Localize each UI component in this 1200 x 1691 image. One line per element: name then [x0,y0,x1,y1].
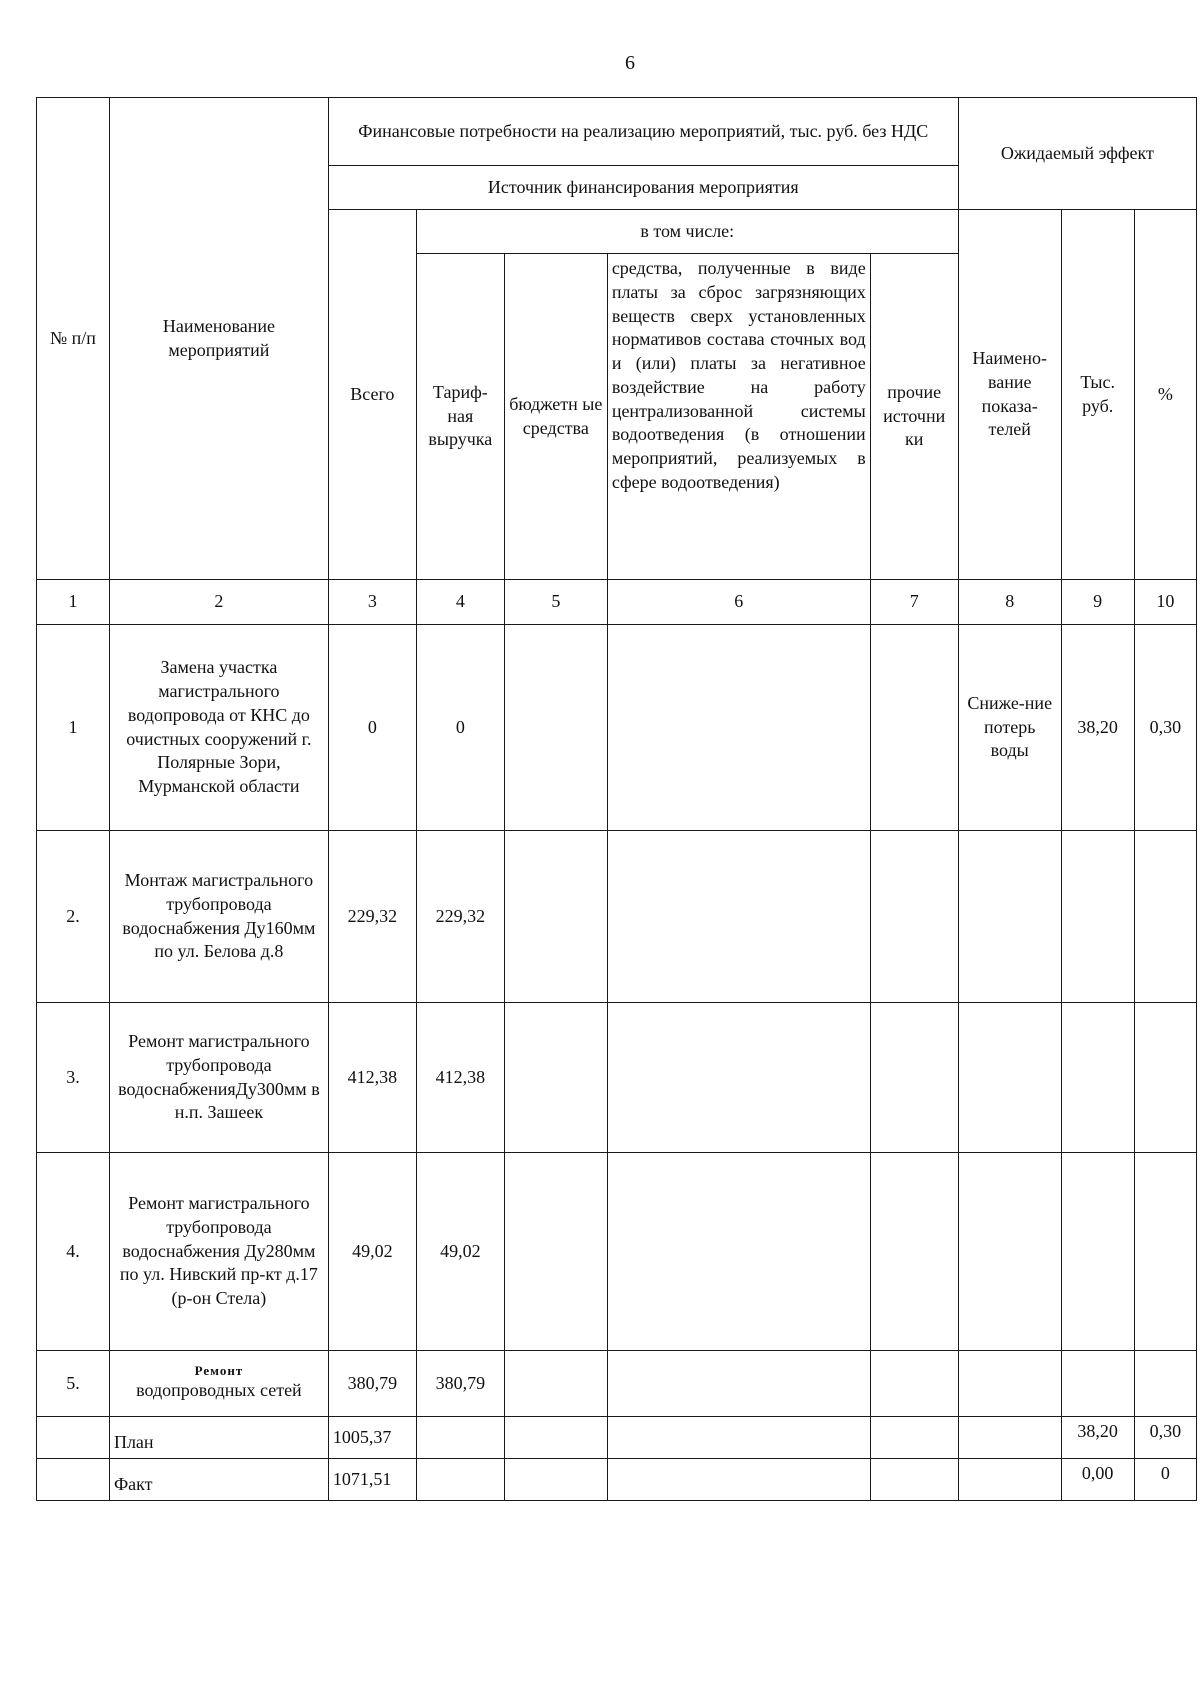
row-num: 5. [37,1351,110,1417]
column-number: 8 [958,580,1061,625]
row-name-top: Ремонт [194,1363,244,1379]
row-tariff: 49,02 [416,1153,504,1351]
row-tariff: 380,79 [416,1351,504,1417]
row-budget [504,831,607,1003]
header-total: Всего [328,210,416,580]
table-row [37,625,1197,831]
financial-needs-table [36,97,1197,1501]
header-including: в том числе: [416,210,958,254]
row-num: 4. [37,1153,110,1351]
column-number: 3 [328,580,416,625]
fact-total: 1071,51 [328,1459,416,1501]
plan-percent: 0,30 [1134,1417,1196,1459]
plan-thousand: 38,20 [1061,1417,1134,1459]
row-num: 2. [37,831,110,1003]
row-tariff: 412,38 [416,1003,504,1153]
column-number: 4 [416,580,504,625]
page-number: 6 [625,52,635,74]
header-num: № п/п [37,98,110,580]
row-other [870,1153,958,1351]
plan-total: 1005,37 [328,1417,416,1459]
row-total: 380,79 [328,1351,416,1417]
row-fees [607,831,870,1003]
plan-row [37,1417,1197,1459]
table-row [37,1153,1197,1351]
row-name-bottom: водопроводных сетей [136,1379,302,1400]
column-number: 10 [1134,580,1196,625]
header-tariff: Тариф-ная выручка [416,254,504,580]
row-indicator [958,1003,1061,1153]
column-number: 9 [1061,580,1134,625]
header-percent: % [1134,210,1196,580]
fact-thousand: 0,00 [1061,1459,1134,1501]
row-name: Монтаж магистрального трубопровода водоснабжения Ду160мм по ул. Белова д.8 [109,831,328,1003]
row-tariff: 229,32 [416,831,504,1003]
row-thousand [1061,1003,1134,1153]
fact-row [37,1459,1197,1501]
row-percent: 0,30 [1134,625,1196,831]
row-percent [1134,831,1196,1003]
row-thousand [1061,1153,1134,1351]
header-fees: средства, полученные в виде платы за сброс загрязняющих веществ сверх установленных нормативов состава сточных вод и (или) платы за негативное воздействие на работу централизованной системы водоотведения (в отношении мероприятий, реализуемых в сфере водоотведения) [607,254,870,580]
row-budget [504,1153,607,1351]
row-total: 412,38 [328,1003,416,1153]
row-budget [504,625,607,831]
row-num: 3. [37,1003,110,1153]
table-row [37,1003,1197,1153]
row-budget [504,1003,607,1153]
row-other [870,625,958,831]
row-indicator [958,1153,1061,1351]
row-total: 229,32 [328,831,416,1003]
row-thousand: 38,20 [1061,625,1134,831]
column-number: 5 [504,580,607,625]
column-number: 2 [109,580,328,625]
header-expected-effect: Ожидаемый эффект [958,98,1196,210]
plan-label: План [109,1417,328,1459]
row-name: Ремонт магистрального трубопровода водоснабженияДу300мм в н.п. Зашеек [109,1003,328,1153]
row-total: 49,02 [328,1153,416,1351]
row-fees [607,1153,870,1351]
column-number: 1 [37,580,110,625]
row-fees [607,625,870,831]
column-number: 7 [870,580,958,625]
fact-percent: 0 [1134,1459,1196,1501]
row-num: 1 [37,625,110,831]
row-tariff: 0 [416,625,504,831]
column-number: 6 [607,580,870,625]
column-numbers-row [37,580,1197,625]
row-indicator: Сниже-ние потерь воды [958,625,1061,831]
row-total: 0 [328,625,416,831]
row-indicator [958,831,1061,1003]
header-thousand-rub: Тыс. руб. [1061,210,1134,580]
table-row [37,1351,1197,1417]
fact-label: Факт [109,1459,328,1501]
header-name: Наименование мероприятий [109,98,328,580]
row-percent [1134,1003,1196,1153]
table-row [37,831,1197,1003]
header-other: прочие источни ки [870,254,958,580]
header-financial-needs: Финансовые потребности на реализацию мероприятий, тыс. руб. без НДС [328,98,958,166]
row-thousand [1061,831,1134,1003]
header-source: Источник финансирования мероприятия [328,166,958,210]
row-other [870,831,958,1003]
row-other [870,1003,958,1153]
row-percent [1134,1153,1196,1351]
row-fees [607,1003,870,1153]
row-name [109,1351,328,1417]
row-name: Замена участка магистрального водопровода от КНС до очистных сооружений г. Полярные Зори, Мурманской области [109,625,328,831]
header-indicator-name: Наимено-вание показа-телей [958,210,1061,580]
row-name: Ремонт магистрального трубопровода водоснабжения Ду280мм по ул. Нивский пр-кт д.17 (р-он Стела) [109,1153,328,1351]
header-budget: бюджетн ые средства [504,254,607,580]
